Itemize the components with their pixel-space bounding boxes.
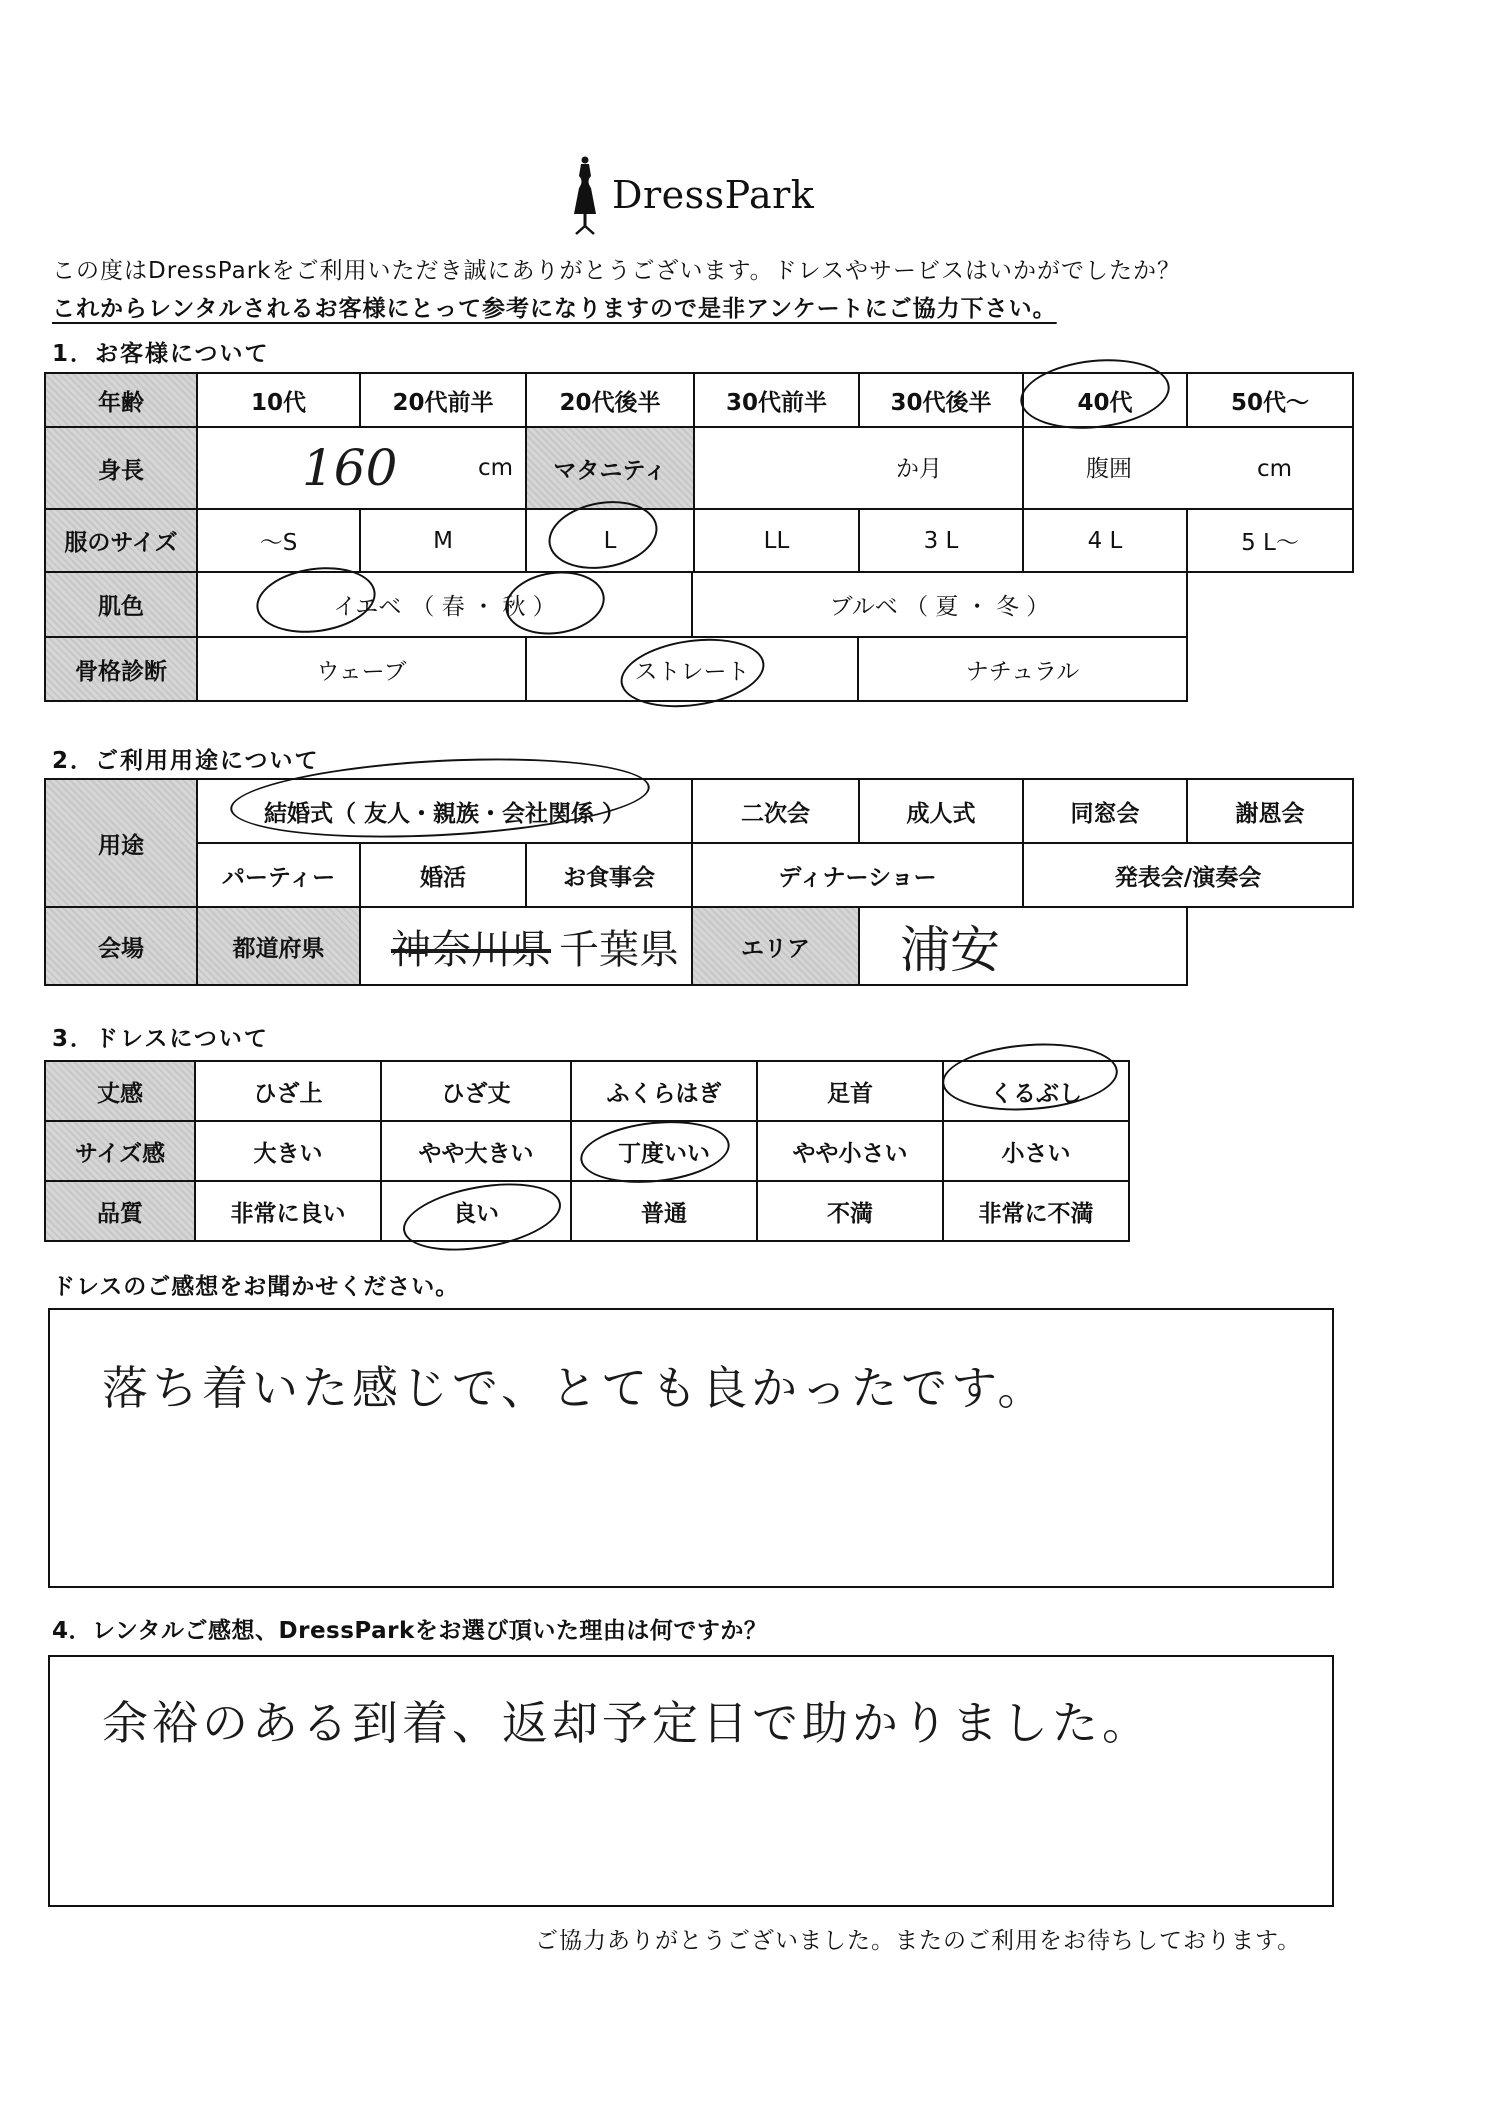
size-option[interactable]: 4 L [1022,508,1188,573]
area-value: 浦安 [900,921,1000,979]
skin-label: 肌色 [44,571,198,638]
length-label: 丈感 [44,1060,196,1122]
quality-option[interactable]: 良い [380,1180,572,1242]
age-option[interactable]: 40代 [1022,372,1188,428]
reason-answer: 余裕のある到着、返却予定日で助かりました。 [102,1696,1152,1750]
age-label: 年齢 [44,372,198,428]
fit-option[interactable]: 大きい [194,1120,382,1182]
dress-impression-box[interactable] [48,1308,1334,1588]
dress-impression-answer: 落ち着いた感じで、とても良かったです。 [102,1361,1048,1415]
purpose-option[interactable]: 結婚式（ 友人・親族・会社関係 ） [196,778,693,844]
purpose-option[interactable]: お食事会 [525,842,693,908]
age-option[interactable]: 30代後半 [858,372,1024,428]
fit-option[interactable]: 小さい [942,1120,1130,1182]
fit-option[interactable]: やや大きい [380,1120,572,1182]
size-option[interactable]: 5 L〜 [1186,508,1354,573]
thanks-message: ご協力ありがとうございました。またのご利用をお待ちしております。 [535,1928,1302,1954]
intro-line: この度はDressParkをご利用いただき誠にありがとうございます。ドレスやサービスはいかがでしたか？ [52,258,1181,284]
size-label: 服のサイズ [44,508,198,573]
bone-option[interactable]: ナチュラル [857,636,1188,702]
maternity-unit: か月 [896,456,942,482]
maternity-label: マタニティ [525,426,695,510]
purpose-option[interactable]: パーティー [196,842,361,908]
skin-warm: イエベ [333,594,402,620]
purpose-option[interactable]: 二次会 [691,778,860,844]
age-option[interactable]: 30代前半 [693,372,860,428]
prefecture-field[interactable] [359,906,693,986]
waist-unit: cm [1256,456,1292,482]
prefecture-struck: 神奈川県 [391,926,551,973]
age-option[interactable]: 20代後半 [525,372,695,428]
dress-impression-title: ドレスのご感想をお聞かせください。 [52,1274,460,1300]
section-title-dress: 3．ドレスについて [52,1026,269,1052]
age-option[interactable]: 10代 [196,372,361,428]
maternity-field[interactable] [693,426,1024,510]
purpose-option[interactable]: ディナーショー [691,842,1024,908]
waist-label: 腹囲 [1086,456,1132,482]
skin-cool-option[interactable]: ブルベ （ 夏 ・ 冬 ） [691,571,1188,638]
length-option[interactable]: 足首 [756,1060,944,1122]
purpose-option[interactable]: 同窓会 [1022,778,1188,844]
fit-label: サイズ感 [44,1120,196,1182]
quality-option[interactable]: 非常に不満 [942,1180,1130,1242]
venue-label: 会場 [44,906,198,986]
length-option[interactable]: くるぶし [942,1060,1130,1122]
bone-option[interactable]: ウェーブ [196,636,527,702]
purpose-option[interactable]: 成人式 [858,778,1024,844]
purpose-option[interactable]: 発表会/演奏会 [1022,842,1354,908]
height-field[interactable] [196,426,527,510]
height-unit: cm [477,455,513,481]
purpose-option[interactable]: 謝恩会 [1186,778,1354,844]
skin-warm-option[interactable] [196,571,693,638]
quality-option[interactable]: 普通 [570,1180,758,1242]
logo [570,150,814,240]
brand-name: DressPark [612,173,815,217]
age-option[interactable]: 50代〜 [1186,372,1354,428]
size-option[interactable]: M [359,508,527,573]
size-option[interactable]: L [525,508,695,573]
section-title-purpose: 2．ご利用用途について [52,748,320,774]
bone-label: 骨格診断 [44,636,198,702]
size-option[interactable]: 〜S [196,508,361,573]
size-option[interactable]: 3 L [858,508,1024,573]
quality-option[interactable]: 不満 [756,1180,944,1242]
dress-form-icon [570,154,600,236]
fit-option[interactable]: やや小さい [756,1120,944,1182]
quality-option[interactable]: 非常に良い [194,1180,382,1242]
intro-request: これからレンタルされるお客様にとって参考になりますので是非アンケートにご協力下さい。 [52,296,1057,322]
size-option[interactable]: LL [693,508,860,573]
length-option[interactable]: ひざ丈 [380,1060,572,1122]
purpose-label: 用途 [44,778,198,908]
quality-label: 品質 [44,1180,196,1242]
skin-warm-seasons: （ 春 ・ 秋 ） [411,594,556,620]
height-label: 身長 [44,426,198,510]
section-title-customer: 1．お客様について [52,341,270,367]
waist-field[interactable] [1022,426,1354,510]
prefecture-value: 千葉県 [559,926,679,973]
section-title-reason: 4．レンタルご感想、DressParkをお選び頂いた理由は何ですか？ [52,1618,768,1644]
age-option[interactable]: 20代前半 [359,372,527,428]
area-field[interactable] [858,906,1188,986]
height-value: 160 [302,439,398,497]
fit-option[interactable]: 丁度いい [570,1120,758,1182]
prefecture-label: 都道府県 [196,906,361,986]
purpose-option[interactable]: 婚活 [359,842,527,908]
length-option[interactable]: ふくらはぎ [570,1060,758,1122]
length-option[interactable]: ひざ上 [194,1060,382,1122]
reason-box[interactable] [48,1655,1334,1907]
bone-option[interactable]: ストレート [525,636,859,702]
area-label: エリア [691,906,860,986]
